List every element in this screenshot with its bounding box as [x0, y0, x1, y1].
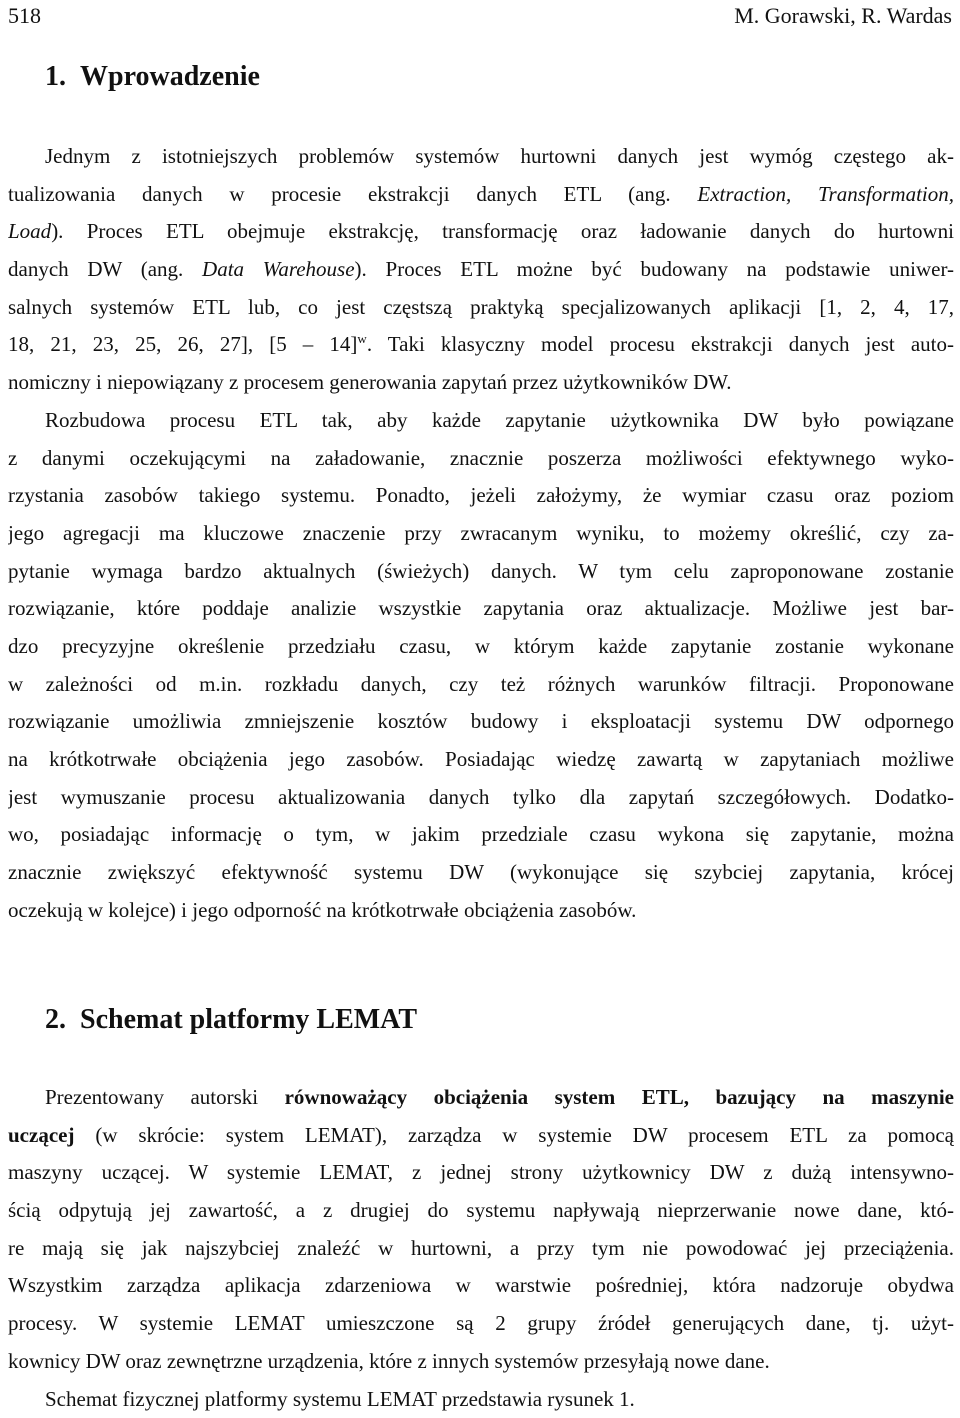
text-line	[8, 854, 954, 892]
section-2-body	[8, 1079, 954, 1418]
italic-term: Data Warehouse	[202, 257, 355, 281]
italic-term: Extraction, Transformation,	[697, 182, 954, 206]
text-line	[8, 176, 954, 214]
text-run: Schemat fizycznej platformy systemu LEMAT przedstawia rysunek 1.	[45, 1387, 635, 1411]
text-line	[8, 553, 954, 591]
running-head-authors: M. Gorawski, R. Wardas	[734, 2, 952, 30]
text-line	[8, 213, 954, 251]
section-title: Schemat platformy LEMAT	[80, 1004, 417, 1035]
text-line	[8, 1267, 954, 1305]
text-run: ścią odpytują jej zawartość, a z drugiej do systemu napływają nieprzerwanie nowe dane, któ-	[8, 1198, 954, 1222]
text-run: jest wymuszanie procesu aktualizowania danych tylko dla zapytań szczegółowych. Dodatko-	[8, 785, 954, 809]
text-run: Wszystkim zarządza aplikacja zdarzeniowa w warstwie pośredniej, która nadzoruje obydwa	[8, 1273, 954, 1297]
text-line	[8, 138, 954, 176]
text-line	[8, 666, 954, 704]
text-line	[8, 741, 954, 779]
text-run: Rozbudowa procesu ETL tak, aby każde zapytanie użytkownika DW było powiązane	[45, 408, 954, 432]
text-line	[8, 1343, 954, 1381]
text-line	[8, 477, 954, 515]
section-2-heading	[45, 1003, 417, 1037]
text-run: nomiczny i niepowiązany z procesem generowania zapytań przez użytkowników DW.	[8, 370, 731, 394]
section-number: 2.	[45, 1004, 66, 1035]
italic-term: Load	[8, 219, 51, 243]
section-number: 1.	[45, 61, 66, 92]
text-line	[8, 402, 954, 440]
text-run: (w skrócie: system LEMAT), zarządza w systemie DW procesem ETL za pomocą	[74, 1123, 954, 1147]
text-run: procesy. W systemie LEMAT umieszczone są 2 grupy źródeł generujących dane, tj. użyt-	[8, 1311, 954, 1335]
text-run: znacznie zwiększyć efektywność systemu DW (wykonujące się szybciej zapytania, krócej	[8, 860, 954, 884]
text-line	[8, 289, 954, 327]
text-line	[8, 590, 954, 628]
text-run: re mają się jak najszybciej znaleźć w hurtowni, a przy tym nie powodować jej przeciążenia.	[8, 1236, 954, 1260]
section-1-body	[8, 138, 954, 929]
text-run: kownicy DW oraz zewnętrzne urządzenia, które z innych systemów przesyłają nowe dane.	[8, 1349, 770, 1373]
text-run: pytanie wymaga bardzo aktualnych (świeżych) danych. W tym celu zaproponowane zostanie	[8, 559, 954, 583]
running-header	[8, 2, 952, 30]
text-line	[8, 1381, 954, 1418]
text-run: salnych systemów ETL lub, co jest częstszą praktyką specjalizowanych aplikacji [1, 2, 4, 17,	[8, 295, 954, 319]
text-run: jego agregacji ma kluczowe znaczenie przy zwracanym wyniku, to możemy określić, czy za-	[8, 521, 954, 545]
text-line	[8, 251, 954, 289]
text-line	[8, 1117, 954, 1155]
text-run: Jednym z istotniejszych problemów systemów hurtowni danych jest wymóg częstego ak-	[45, 144, 954, 168]
section-1-heading	[45, 60, 260, 94]
page-number: 518	[8, 2, 41, 30]
text-line	[8, 779, 954, 817]
text-line	[8, 703, 954, 741]
text-line	[8, 1192, 954, 1230]
text-run: w zależności od m.in. rozkładu danych, czy też różnych warunków filtracji. Proponowane	[8, 672, 954, 696]
text-line	[8, 1230, 954, 1268]
text-run: ). Proces ETL obejmuje ekstrakcję, transformację oraz ładowanie danych do hurtowni	[51, 219, 954, 243]
text-run: na krótkotrwałe obciążenia jego zasobów. Posiadając wiedzę zawartą w zapytaniach możliwe	[8, 747, 954, 771]
text-run: danych DW (ang.	[8, 257, 202, 281]
text-line	[8, 326, 954, 364]
text-run: rzystania zasobów takiego systemu. Ponadto, jeżeli założymy, że wymiar czasu oraz poziom	[8, 483, 954, 507]
section-title: Wprowadzenie	[80, 61, 260, 92]
text-line	[8, 628, 954, 666]
text-line	[8, 515, 954, 553]
text-run: rozwiązanie umożliwia zmniejszenie kosztów budowy i eksploatacji systemu DW odpornego	[8, 709, 954, 733]
text-line	[8, 1154, 954, 1192]
text-line	[8, 892, 954, 930]
text-run: dzo precyzyjne określenie przedziału czasu, w którym każde zapytanie zostanie wykonane	[8, 634, 954, 658]
text-run: oczekują w kolejce) i jego odporność na krótkotrwałe obciążenia zasobów.	[8, 898, 636, 922]
bold-term: uczącej	[8, 1123, 74, 1147]
text-run: tualizowania danych w procesie ekstrakcji danych ETL (ang.	[8, 182, 697, 206]
text-run: 18, 21, 23, 25, 26, 27], [5 – 14]	[8, 332, 357, 356]
text-run: Prezentowany autorski	[45, 1085, 285, 1109]
text-run: rozwiązanie, które poddaje analizie wszystkie zapytania oraz aktualizacje. Możliwe jest bar-	[8, 596, 954, 620]
text-line	[8, 1305, 954, 1343]
text-line	[8, 816, 954, 854]
superscript: w	[357, 331, 366, 346]
text-line	[8, 364, 954, 402]
text-run: maszyny uczącej. W systemie LEMAT, z jednej strony użytkownicy DW z dużą intensywno-	[8, 1160, 954, 1184]
text-run: ). Proces ETL możne być budowany na podstawie uniwer-	[355, 257, 954, 281]
text-line	[8, 1079, 954, 1117]
bold-term: równoważący obciążenia system ETL, bazujący na maszynie	[285, 1085, 954, 1109]
text-run: z danymi oczekującymi na załadowanie, znacznie poszerza możliwości efektywnego wyko-	[8, 446, 954, 470]
text-run: wo, posiadając informację o tym, w jakim przedziale czasu wykona się zapytanie, można	[8, 822, 954, 846]
text-line	[8, 440, 954, 478]
text-run: . Taki klasyczny model procesu ekstrakcji danych jest auto-	[367, 332, 954, 356]
